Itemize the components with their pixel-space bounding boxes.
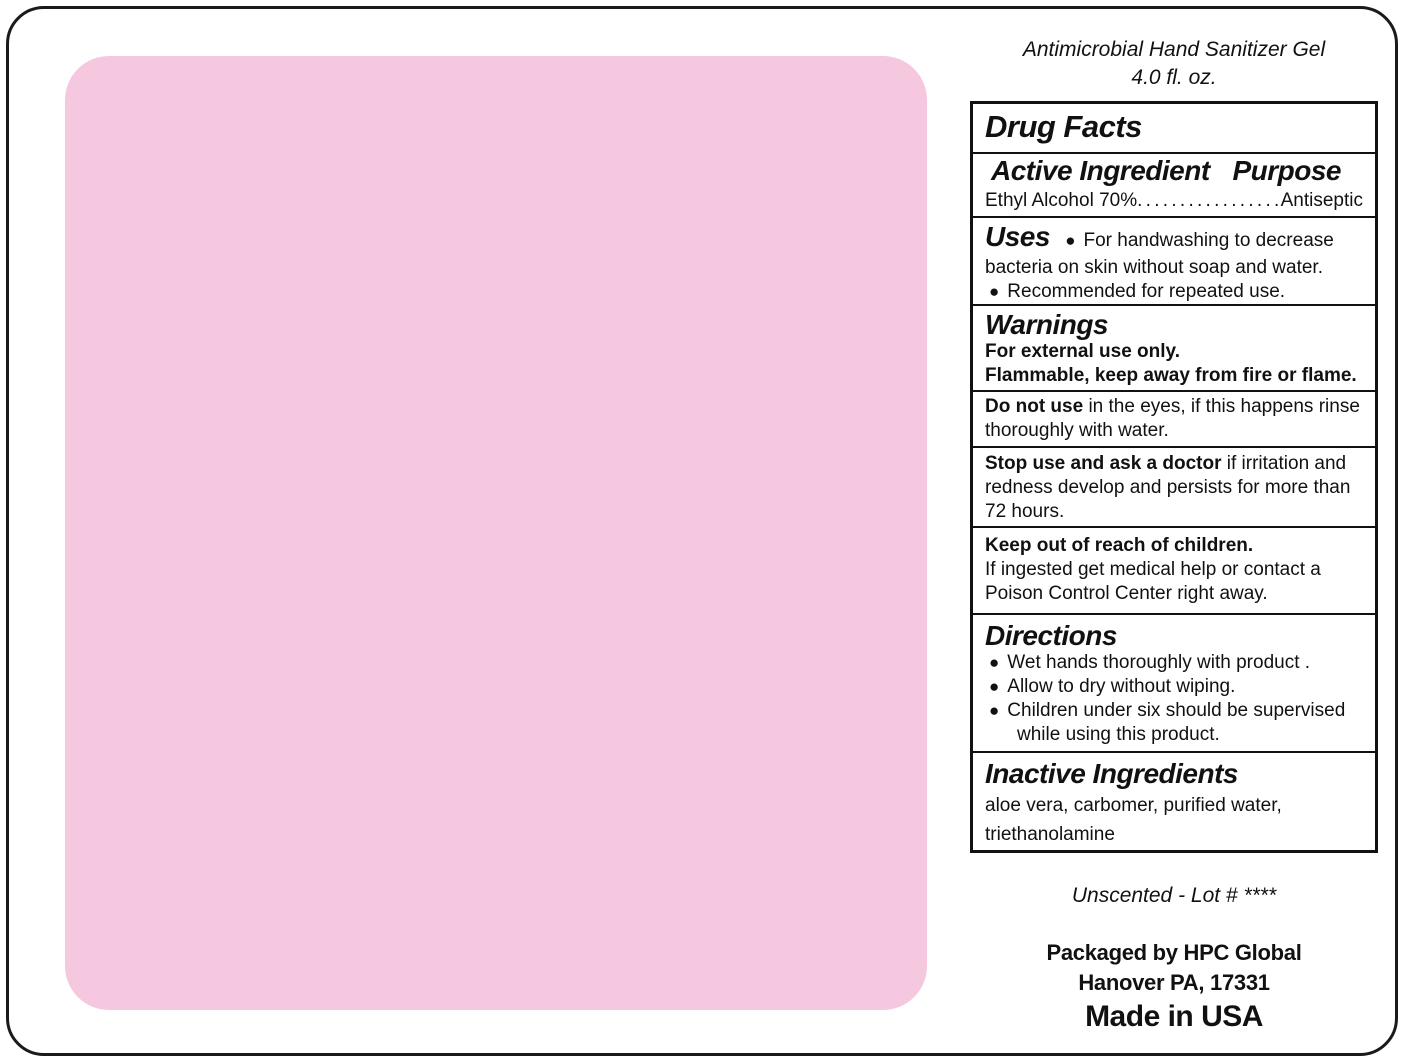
- warnings-heading: Warnings: [985, 309, 1109, 340]
- drug-facts-title-section: [973, 104, 1375, 154]
- bullet-icon: [989, 700, 1007, 721]
- uses-section: [973, 218, 1375, 306]
- keep-out-section: [973, 528, 1375, 615]
- uses-item-2: Recommended for repeated use.: [1007, 281, 1286, 302]
- active-ingredient-purpose: Antiseptic: [1280, 190, 1363, 211]
- purpose-heading: Purpose: [1232, 155, 1341, 186]
- inactive-ingredients-line-2: triethanolamine: [985, 824, 1115, 845]
- active-ingredient-header: [985, 154, 1363, 188]
- product-header: [972, 36, 1376, 92]
- keep-out-label: Keep out of reach of children.: [985, 535, 1254, 556]
- product-size: 4.0 fl. oz.: [1131, 66, 1217, 89]
- scent-lot-number: Unscented - Lot # ****: [1071, 884, 1277, 907]
- stop-use-label: Stop use and ask a doctor: [985, 453, 1222, 474]
- do-not-use-text-2: thoroughly with water.: [985, 420, 1169, 441]
- do-not-use-section: [973, 392, 1375, 448]
- active-ingredient-section: [973, 154, 1375, 218]
- stop-use-text-2: redness develop and persists for more than: [985, 477, 1351, 498]
- stop-use-section: [973, 448, 1375, 528]
- active-ingredient-heading: Active Ingredient: [991, 155, 1210, 186]
- packager-address: Hanover PA, 17331: [1078, 970, 1270, 995]
- directions-item-2: Allow to dry without wiping.: [1007, 676, 1236, 697]
- bullet-icon: [989, 281, 1007, 302]
- packaged-by: Packaged by HPC Global: [1046, 940, 1302, 965]
- directions-item-3: Children under six should be supervised: [1007, 700, 1346, 721]
- inactive-ingredients-heading: Inactive Ingredients: [985, 758, 1238, 789]
- front-label-panel: [65, 56, 927, 1010]
- directions-section: [973, 615, 1375, 753]
- drug-facts-title: Drug Facts: [985, 109, 1142, 144]
- directions-item-3-cont: while using this product.: [1017, 724, 1220, 745]
- inactive-ingredients-section: [973, 753, 1375, 850]
- product-name: Antimicrobial Hand Sanitizer Gel: [1022, 38, 1326, 61]
- active-ingredient-row: [985, 188, 1363, 214]
- uses-item-1-line-1: For handwashing to decrease: [1083, 230, 1334, 251]
- warnings-section: [973, 306, 1375, 392]
- inactive-ingredients-line-1: aloe vera, carbomer, purified water,: [985, 795, 1282, 816]
- uses-item-1-line-2: bacteria on skin without soap and water.: [985, 257, 1323, 278]
- stop-use-text-3: 72 hours.: [985, 501, 1065, 522]
- keep-out-text-1: If ingested get medical help or contact a: [985, 559, 1321, 580]
- made-in-usa: Made in USA: [1085, 1000, 1263, 1033]
- do-not-use-label: Do not use: [985, 396, 1084, 417]
- warnings-flammable: Flammable, keep away from fire or flame.: [985, 365, 1357, 386]
- drug-facts-panel: [970, 101, 1378, 853]
- warnings-external-use: For external use only.: [985, 341, 1180, 362]
- stop-use-text: if irritation and: [1221, 453, 1347, 474]
- packager-info: [972, 938, 1376, 998]
- bullet-icon: [989, 652, 1007, 673]
- bullet-icon: [1065, 230, 1083, 251]
- directions-heading: Directions: [985, 620, 1117, 651]
- directions-item-1: Wet hands thoroughly with product .: [1007, 652, 1311, 673]
- bullet-icon: [989, 676, 1007, 697]
- active-ingredient-name: Ethyl Alcohol 70%: [985, 190, 1138, 211]
- do-not-use-text: in the eyes, if this happens rinse: [1083, 396, 1360, 417]
- uses-heading: Uses: [985, 221, 1050, 252]
- keep-out-text-2: Poison Control Center right away.: [985, 583, 1268, 604]
- leader-dots: [1137, 188, 1281, 214]
